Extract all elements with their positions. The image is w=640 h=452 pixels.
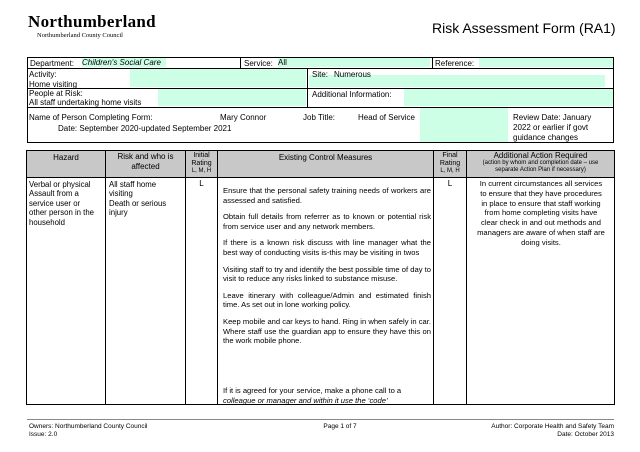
people-highlight bbox=[158, 89, 306, 106]
footer-author: Author: Corporate Health and Safety Team bbox=[491, 423, 614, 430]
header-action-line3: separate Action Plan if necessary) bbox=[495, 167, 586, 173]
job-title-label: Job Title: bbox=[303, 113, 336, 122]
service-field[interactable]: All bbox=[278, 58, 430, 67]
hazard-line: Assault from a bbox=[29, 189, 79, 199]
job-title-field[interactable]: Head of Service bbox=[358, 113, 415, 122]
control-measure: Leave itinerary with colleague/Admin and estimated finish time. As set out in lone working policy. bbox=[223, 290, 431, 310]
additional-action-cell bbox=[468, 179, 614, 248]
header-final-rating bbox=[434, 152, 466, 175]
action-line: from home completing visits have bbox=[484, 208, 598, 218]
additional-info-field[interactable] bbox=[404, 89, 613, 106]
control-measure: Ensure that the personal safety training needs of workers are assessed and satisfied. bbox=[223, 186, 431, 205]
header-controls: Existing Control Measures bbox=[278, 153, 373, 162]
people-label: People at Risk: bbox=[29, 89, 83, 98]
control-last-line1: If it is agreed for your service, make a phone call to a bbox=[223, 386, 402, 395]
control-measure-last bbox=[223, 386, 431, 405]
control-measure: If there is a known risk discuss with line manager what the best way of conducting visits is-this may be visiting in twos bbox=[223, 238, 431, 257]
review-date-line2: 2022 or earlier if govt bbox=[513, 123, 589, 132]
risk-line: visiting bbox=[109, 189, 133, 199]
control-measure: Keep mobile and car keys to hand. Ring in when safely in car. Where staff use the guardian app to ensure they have this on the work mobile phone. bbox=[223, 316, 431, 346]
risk-line: All staff home bbox=[109, 180, 157, 189]
completion-date: Date: September 2020-updated September 2021 bbox=[58, 124, 232, 133]
service-label: Service: bbox=[244, 59, 273, 68]
control-measures-cell bbox=[223, 186, 431, 353]
activity-field[interactable]: Home visiting bbox=[29, 80, 78, 89]
site-label: Site: bbox=[312, 70, 329, 79]
header-hazard: Hazard bbox=[53, 153, 79, 162]
footer-issue: Issue: 2.0 bbox=[29, 431, 58, 438]
header-final-line3: L, M, H bbox=[440, 168, 460, 174]
reference-field[interactable] bbox=[479, 58, 613, 67]
footer-date: Date: October 2013 bbox=[557, 431, 614, 438]
header-final-line2: Rating bbox=[439, 160, 461, 167]
review-date-line1: Review Date: January bbox=[513, 113, 592, 122]
hazard-line: service user or bbox=[29, 198, 81, 208]
review-date-line3: guidance changes bbox=[513, 133, 578, 142]
control-measure: Obtain full details from referrer as to known or potential risk from service user and any network members. bbox=[223, 212, 431, 231]
activity-highlight bbox=[130, 69, 306, 87]
risk-line: injury bbox=[109, 208, 128, 218]
footer-page: Page 1 of 7 bbox=[323, 423, 357, 430]
activity-label: Activity: bbox=[29, 70, 57, 79]
job-title-highlight bbox=[420, 108, 508, 142]
hazard-line: household bbox=[29, 217, 65, 227]
reference-label: Reference: bbox=[435, 59, 475, 68]
logo-subtitle: Northumberland County Council bbox=[37, 32, 123, 39]
header-action-line2: (action by whom and completion date – use bbox=[482, 160, 599, 166]
header-action-line1: Additional Action Required bbox=[493, 151, 588, 160]
name-field[interactable]: Mary Connor bbox=[220, 113, 267, 122]
header-risk bbox=[106, 152, 185, 172]
action-line: doing visits. bbox=[521, 237, 561, 247]
final-rating-value: L bbox=[447, 179, 453, 188]
action-line: clear check in and out methods and bbox=[481, 218, 601, 228]
form-title: Risk Assessment Form (RA1) bbox=[432, 20, 616, 36]
header-additional-action bbox=[467, 152, 614, 174]
department-field[interactable]: Children's Social Care bbox=[82, 58, 166, 67]
action-line: In current circumstances all services bbox=[479, 179, 603, 188]
risk-cell bbox=[109, 180, 185, 218]
action-line: in place to ensure that staff working bbox=[481, 198, 601, 208]
header-initial-line3: L, M, H bbox=[191, 168, 212, 174]
footer-owners: Owners: Northumberland County Council bbox=[29, 423, 148, 430]
hazard-cell bbox=[29, 180, 104, 227]
action-line: managers are aware of when staff are bbox=[477, 227, 605, 237]
hazard-line: Verbal or physical bbox=[29, 180, 91, 189]
name-label: Name of Person Completing Form: bbox=[29, 113, 153, 122]
control-measure: Visiting staff to try and identify the best possible time of day to visit to reduce any risks linked to substance misuse. bbox=[223, 264, 431, 284]
additional-info-label: Additional Information: bbox=[312, 90, 392, 99]
hazard-line: other person in the bbox=[29, 208, 95, 218]
control-last-line2: colleague or manager and within it use the ‘code’ bbox=[223, 395, 388, 405]
people-field[interactable]: All staff undertaking home visits bbox=[29, 98, 142, 107]
site-field[interactable]: Numerous bbox=[334, 70, 371, 79]
council-logo: Northumberland bbox=[28, 12, 156, 31]
header-final-line1: Final bbox=[442, 152, 458, 159]
department-label: Department: bbox=[30, 59, 75, 68]
header-initial-rating bbox=[186, 152, 217, 175]
header-risk-line1: Risk and who is bbox=[117, 152, 174, 161]
header-risk-line2: affected bbox=[131, 162, 160, 171]
header-initial-line2: Rating bbox=[191, 160, 212, 167]
action-line: to ensure that they have procedures bbox=[480, 188, 602, 198]
risk-line: Death or serious bbox=[109, 198, 167, 208]
header-initial-line1: Initial bbox=[193, 152, 210, 159]
initial-rating-value: L bbox=[199, 179, 204, 188]
